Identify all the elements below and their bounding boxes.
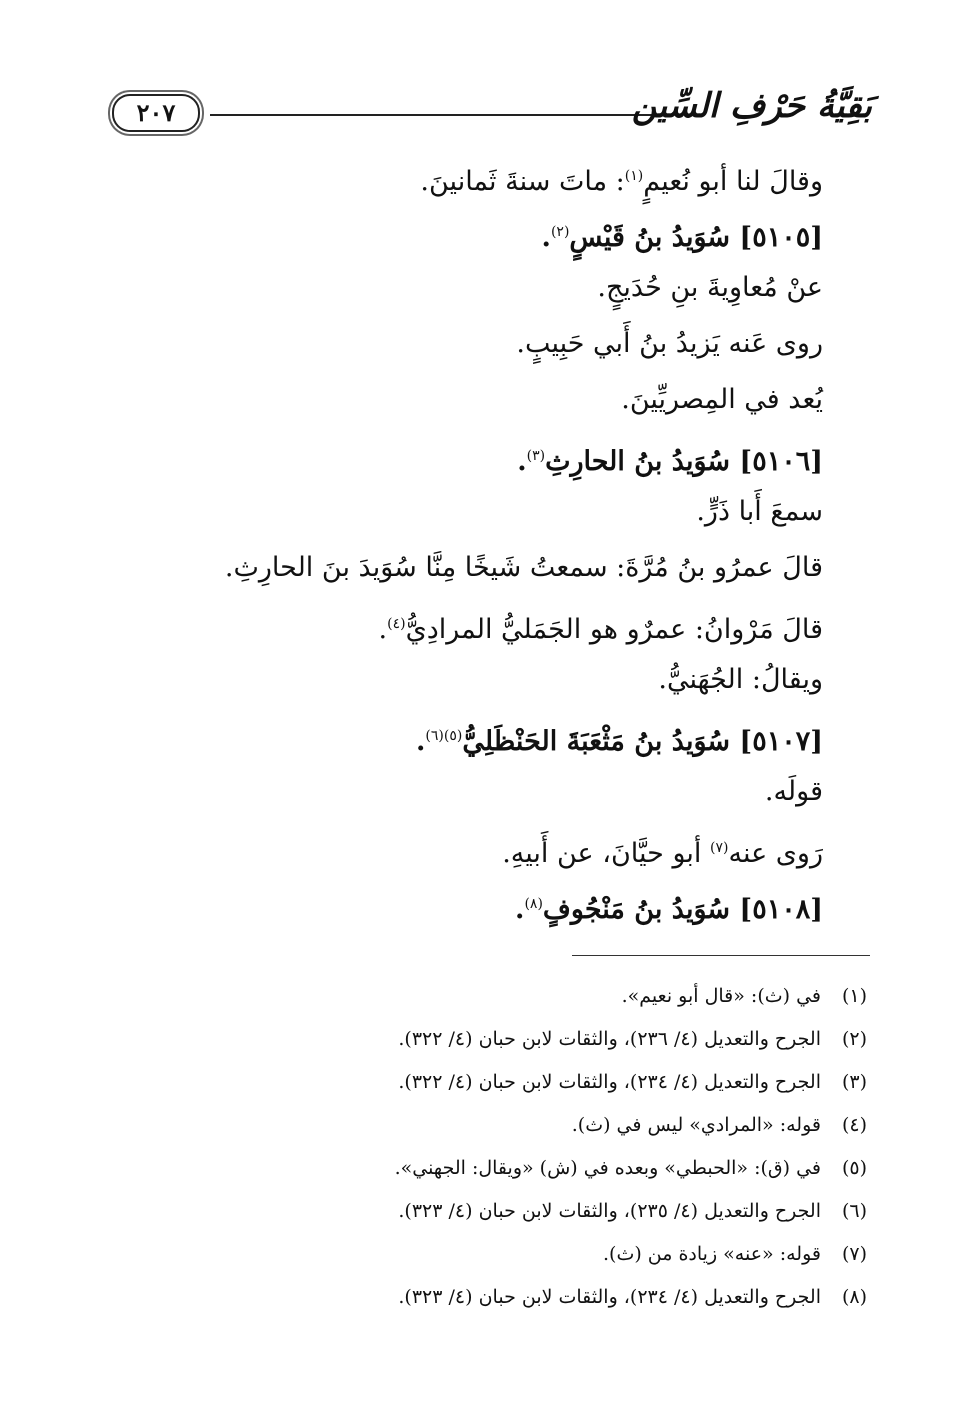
footnote: [247, 1061, 867, 1104]
line-tail: : ماتَ سنةَ ثَمانينَ.: [420, 166, 625, 197]
footnote-ref: (١): [624, 168, 644, 184]
footnote-ref: (٤): [387, 616, 406, 632]
chapter-title: بَقِيَّةُ حَرْفِ السِّين: [631, 86, 872, 126]
line-text: عنْ مُعاوِيةَ بنِ حُدَيجٍ.: [597, 272, 823, 303]
footnote-text: الجرح والتعديل (٤/ ٢٣٥)، والثقات لابن حبان (٤/ ٣٢٣).: [398, 1200, 821, 1222]
footnote-number: (٢): [841, 1028, 867, 1050]
line-text: [٥١٠٧] سُوَيدُ بنُ مَثْعَبَةَ الحَنْظَلِيُّ: [462, 726, 823, 757]
footnote-ref: (٣): [526, 448, 546, 464]
footnote-ref: (٢): [550, 224, 570, 240]
line-text: يُعد في المِصريِّينَ.: [621, 384, 823, 415]
line-text: [٥١٠٥] سُوَيدُ بنُ قَيْسٍ: [569, 222, 823, 253]
footnote-text: قوله: «المرادي» ليس في (ث).: [571, 1114, 821, 1136]
text-line-13: [123, 822, 823, 878]
line-tail: .: [541, 222, 551, 253]
footnote-text: قوله: «عنه» زيادة من (ث).: [603, 1243, 821, 1265]
text-line-4: [123, 318, 823, 374]
entry-heading-5108: [123, 878, 823, 934]
line-text: قالَ عمرُو بنُ مُرَّةَ: سمعتُ شَيخًا مِنَّا سُوَيدَ بنَ الحارِثِ.: [224, 552, 823, 583]
footnote-text: الجرح والتعديل (٤/ ٢٣٤)، والثقات لابن حبان (٤/ ٣٢٢).: [398, 1071, 821, 1093]
footnote-number: (٨): [841, 1286, 867, 1308]
footnote-ref: (٧): [710, 840, 729, 856]
footnote-number: (٦): [841, 1200, 867, 1222]
line-tail: .: [517, 446, 527, 477]
line-tail: .: [416, 726, 426, 757]
text-line-7: [123, 486, 823, 542]
footnote-number: (٣): [841, 1071, 867, 1093]
footnote: [247, 1276, 867, 1319]
main-text: [123, 150, 823, 934]
footnote-text: في (ث): «قال أبو نعيم».: [621, 985, 821, 1007]
footnote-ref: (٥)(٦): [425, 728, 463, 744]
text-line-9: [123, 598, 823, 654]
page-number-badge: ٢٠٧: [112, 94, 200, 132]
footnote-number: (٧): [841, 1243, 867, 1265]
line-tail: .: [378, 614, 388, 645]
line-tail: .: [515, 894, 525, 925]
text-line-8: [123, 542, 823, 598]
footnote-separator: [572, 955, 870, 956]
line-text: رَوى عنه: [728, 838, 823, 869]
footnotes: [247, 975, 867, 1319]
line-text: قولَه.: [764, 776, 823, 807]
line-text: وقالَ لنا أبو نُعيمٍ: [643, 166, 823, 197]
line-text: قالَ مَرْوانُ: عمرٌو هو الجَمَليُّ المرادِيُّ: [405, 614, 823, 645]
footnote: [247, 1233, 867, 1276]
footnote-number: (٥): [841, 1157, 867, 1179]
footnote-number: (٤): [841, 1114, 867, 1136]
footnote-ref: (٨): [524, 896, 543, 912]
entry-heading-5106: [123, 430, 823, 486]
footnote: [247, 975, 867, 1018]
footnote-number: (١): [841, 985, 867, 1007]
footnote-text: الجرح والتعديل (٤/ ٢٣٦)، والثقات لابن حبان (٤/ ٣٢٢).: [398, 1028, 821, 1050]
footnote-text: الجرح والتعديل (٤/ ٢٣٤)، والثقات لابن حبان (٤/ ٣٢٣).: [398, 1286, 821, 1308]
line-text: [٥١٠٨] سُوَيدُ بنُ مَنْجُوفٍ: [542, 894, 823, 925]
line-text: ويقالُ: الجُهَنيُّ.: [658, 664, 823, 695]
entry-heading-5107: [123, 710, 823, 766]
footnote: [247, 1147, 867, 1190]
text-line-10: [123, 654, 823, 710]
footnote-text: في (ق): «الحبطي» وبعده في (ش) «ويقال: الجهني».: [394, 1157, 821, 1179]
header-rule: [210, 114, 666, 116]
footnote: [247, 1104, 867, 1147]
footnote: [247, 1190, 867, 1233]
text-line-5: [123, 374, 823, 430]
line-text: [٥١٠٦] سُوَيدُ بنُ الحارِثِ: [545, 446, 823, 477]
line-tail: أبو حيَّانَ، عن أَبيهِ.: [502, 838, 710, 869]
text-line-12: [123, 766, 823, 822]
footnote: [247, 1018, 867, 1061]
text-line-1: [123, 150, 823, 206]
text-line-3: [123, 262, 823, 318]
running-header: [112, 82, 872, 142]
line-text: روى عَنه يَزيدُ بنُ أَبي حَبِيبٍ.: [516, 328, 823, 359]
entry-heading-5105: [123, 206, 823, 262]
line-text: سمعَ أَبا ذَرٍّ.: [696, 496, 823, 527]
